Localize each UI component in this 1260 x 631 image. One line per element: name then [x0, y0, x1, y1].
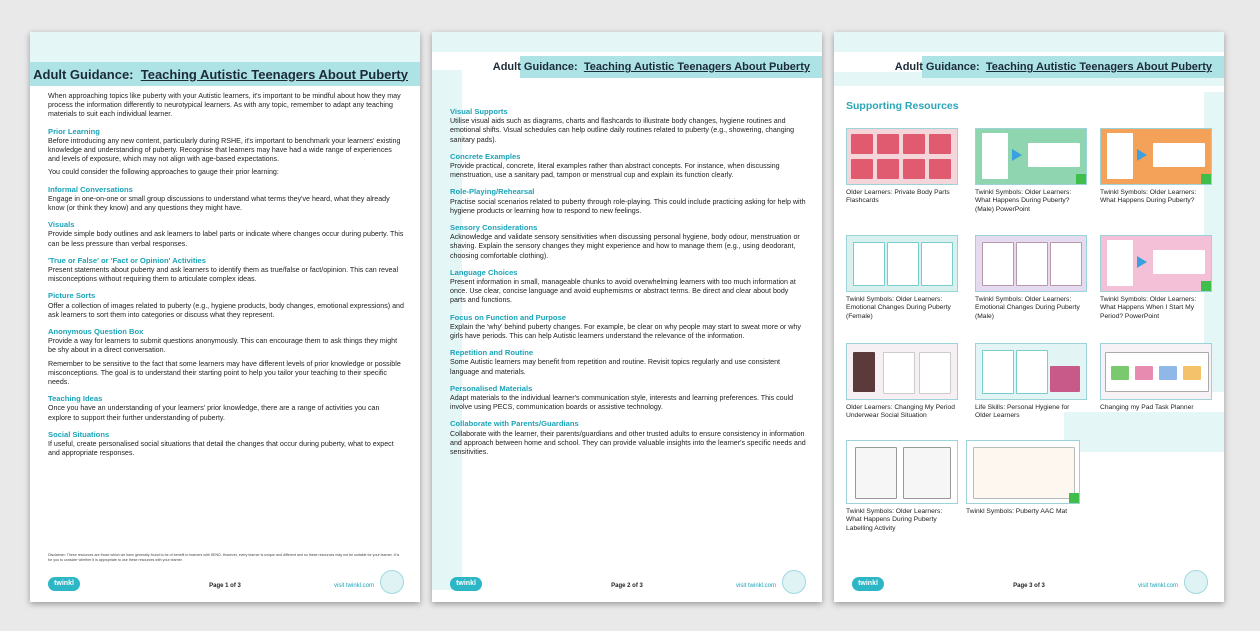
page-footer: [446, 570, 808, 594]
section-text: Remember to be sensitive to the fact that some learners may have different levels of prior knowledge or possible misconceptions. The goal is to understand their starting point to help you tailor your teaching to their specific needs.: [48, 359, 401, 387]
worksheet-thumb: [982, 242, 1014, 286]
supporting-resources-title: Supporting Resources: [846, 100, 959, 112]
worksheet-thumb: [883, 352, 915, 394]
task-step-thumb: [1111, 366, 1129, 380]
page-number: Page 3 of 3: [1013, 583, 1045, 589]
twinkl-logo: twinkl: [48, 577, 80, 591]
page-1: [30, 32, 420, 602]
section-heading: Language Choices: [450, 267, 518, 277]
worksheet-thumb: [853, 242, 885, 286]
worksheet-thumb: [855, 447, 897, 499]
section: [48, 291, 404, 320]
resource-card[interactable]: [975, 128, 1087, 214]
twinkl-logo: twinkl: [450, 577, 482, 591]
section-heading: Teaching Ideas: [48, 394, 103, 404]
play-icon: [1137, 149, 1147, 161]
corner-tick-icon: [1201, 281, 1211, 291]
play-icon: [1012, 149, 1022, 161]
section: [48, 127, 404, 165]
section: [48, 430, 404, 459]
resource-label[interactable]: Older Learners: Private Body Parts Flashcards: [846, 189, 950, 205]
slide-thumb: [1107, 240, 1133, 286]
section-text: Present statements about puberty and ask learners to identify them as true/false or fact/opinion. This can reveal misconceptions without requiring them to articulate complex ideas.: [48, 266, 399, 284]
page-header-title: Adult Guidance: Teaching Autistic Teenagers About Puberty: [894, 61, 1212, 73]
flashcard-thumb: [903, 159, 925, 179]
section-heading: Social Situations: [48, 429, 110, 439]
resource-label[interactable]: Twinkl Symbols: Older Learners: Emotional Changes During Puberty (Female): [846, 296, 951, 320]
slide-thumb: [1107, 133, 1133, 179]
page-footer: [848, 570, 1210, 594]
resource-thumbnail[interactable]: [975, 128, 1087, 185]
resource-thumbnail[interactable]: [846, 343, 958, 400]
section-heading: Visual Supports: [450, 107, 508, 116]
page-header: [492, 56, 822, 78]
page-footer: [44, 570, 406, 594]
resource-thumbnail[interactable]: [846, 235, 958, 292]
worksheet-thumb: [903, 447, 951, 499]
section-heading: Role-Playing/Rehearsal: [450, 187, 535, 197]
resource-thumbnail[interactable]: [846, 128, 958, 185]
worksheet-thumb: [1016, 242, 1048, 286]
resource-card[interactable]: [846, 343, 958, 421]
section-heading: Visuals: [48, 220, 75, 230]
slide-thumb: [1153, 143, 1205, 167]
resource-card[interactable]: [846, 235, 958, 321]
flashcard-thumb: [877, 159, 899, 179]
watermark-band: [834, 32, 1224, 52]
site-link[interactable]: visit twinkl.com: [333, 583, 374, 589]
section: [48, 327, 404, 356]
page-1-body: [48, 92, 404, 463]
resource-card[interactable]: [1100, 343, 1212, 412]
site-link[interactable]: visit twinkl.com: [735, 583, 776, 589]
resource-card[interactable]: [1100, 128, 1212, 206]
site-link[interactable]: visit twinkl.com: [1137, 583, 1178, 589]
section-text: Acknowledge and validate sensory sensitivities when discussing personal hygiene, body odour, menstruation or shaving. Explain the sensory changes they might experience and how to manage them (e.g., using deodorant, choosing comfortable clothing).: [450, 233, 800, 260]
worksheet-thumb: [887, 242, 919, 286]
resource-card[interactable]: [975, 343, 1087, 421]
section-heading: Repetition and Routine: [450, 348, 534, 358]
page-2: [432, 32, 822, 602]
corner-tick-icon: [1076, 174, 1086, 184]
section-heading: 'True or False' or 'Fact or Opinion' Activities: [48, 255, 207, 265]
section-text: Explain the 'why' behind puberty changes. For example, be clear on why people may start to sweat more or why girls have periods. This can help Autistic learners understand the relevance of the information.: [450, 322, 801, 341]
section: [48, 360, 404, 388]
section: [450, 384, 806, 413]
resource-label[interactable]: Older Learners: Changing My Period Underwear Social Situation: [846, 404, 955, 420]
worksheet-thumb: [1050, 242, 1082, 286]
page-header-title: Adult Guidance: Teaching Autistic Teenagers About Puberty: [33, 66, 408, 82]
page-header-title: Adult Guidance: Teaching Autistic Teenagers About Puberty: [492, 61, 810, 73]
page-number: Page 2 of 3: [611, 583, 643, 589]
section-text: Adapt materials to the individual learner's communication style, interests and learning preferences. This could involve using PECS, communication boards or assistive technology.: [450, 394, 794, 412]
section: [450, 107, 806, 145]
section-text: Present information in small, manageable chunks to avoid overwhelming learners with too much information at once. Use clear, concise language and avoid euphemisms or abstract terms. Be direct and clear about body parts and functions.: [450, 278, 796, 305]
flashcard-thumb: [903, 134, 925, 154]
corner-tick-icon: [1069, 493, 1079, 503]
worksheet-thumb: [1016, 350, 1048, 394]
play-icon: [1137, 256, 1147, 268]
resource-card[interactable]: [975, 235, 1087, 321]
page-header: [30, 62, 420, 86]
twinkl-logo: twinkl: [852, 577, 884, 591]
worksheet-thumb: [919, 352, 951, 394]
quality-badge-icon: [782, 570, 806, 594]
watermark-band: [1064, 412, 1224, 452]
person-illustration: [853, 352, 875, 392]
flashcard-thumb: [851, 134, 873, 154]
section-heading: Personalised Materials: [450, 383, 533, 393]
section-text: Provide simple body outlines and ask learners to label parts or indicate where changes occur during puberty. This can be less pressure than verbal responses.: [48, 230, 404, 248]
resource-thumbnail[interactable]: [846, 440, 958, 504]
resource-thumbnail[interactable]: [1100, 343, 1212, 400]
section-text: Practise social scenarios related to puberty through role-playing. This could include practicing asking for help with hygiene products or learning how to respond to new feelings.: [450, 197, 806, 215]
resource-thumbnail[interactable]: [966, 440, 1080, 504]
section-text: Some Autistic learners may benefit from repetition and routine. Revisit topics regularly and use consistent language and materials.: [450, 358, 781, 376]
watermark-band: [432, 32, 822, 52]
corner-tick-icon: [1201, 174, 1211, 184]
page-number: Page 1 of 3: [209, 583, 241, 589]
section: [450, 268, 806, 306]
section-heading: Concrete Examples: [450, 151, 521, 161]
section-heading: Informal Conversations: [48, 184, 133, 194]
resource-thumbnail[interactable]: [1100, 235, 1212, 292]
section-text: Offer a collection of images related to puberty (e.g., hygiene products, body changes, emotional expressions) and ask learners to sort them into categories or discuss what they represent.: [48, 301, 404, 319]
section-text: Collaborate with the learner, their parents/guardians and other trusted adults to ensure consistency in information and approach between home and school. They can provide valuable insights into the learner's specific needs and sensitivities.: [450, 429, 806, 457]
resource-label[interactable]: Twinkl Symbols: Older Learners: What Happens During Puberty Labelling Activity: [846, 508, 943, 532]
section-heading: Anonymous Question Box: [48, 327, 144, 337]
worksheet-thumb: [921, 242, 953, 286]
task-step-thumb: [1159, 366, 1177, 380]
section-text: Provide practical, concrete, literal examples rather than abstract concepts. For instance, when discussing menstruation, use a sanitary pad, tampon or menstrual cup and explain its function clearly.: [450, 162, 780, 180]
resource-card[interactable]: [846, 128, 958, 206]
resource-thumbnail[interactable]: [975, 235, 1087, 292]
page-header: [894, 56, 1224, 78]
section: [48, 168, 404, 177]
section-heading: Sensory Considerations: [450, 223, 538, 233]
section-text: Provide a way for learners to submit questions anonymously. This can encourage them to ask things they might be shy about in a direct conversation.: [48, 337, 398, 355]
intro-paragraph: When approaching topics like puberty with your Autistic learners, it's important to be mindful about how they may process the information differently to neurotypical learners. As with any topic, remember to adapt any teaching materials to suit each individual learner.: [48, 92, 401, 119]
flashcard-thumb: [851, 159, 873, 179]
flashcard-thumb: [929, 134, 951, 154]
section: [48, 220, 404, 249]
towel-illustration: [1050, 366, 1080, 392]
resource-card[interactable]: [1100, 235, 1212, 321]
section: [450, 313, 806, 342]
resource-thumbnail[interactable]: [1100, 128, 1212, 185]
worksheet-thumb: [982, 350, 1014, 394]
resource-label[interactable]: Twinkl Symbols: Older Learners: Emotional Changes During Puberty (Male): [975, 296, 1080, 320]
disclaimer: Disclaimer: These resources are those which we have generally found to be of benefit to learners with SEND. However, every learner is unique and different and so these resources may not be suitable for your learner. It is for you to consider whether it is appropriate to use these resources with your learner.: [48, 553, 400, 562]
flashcard-thumb: [877, 134, 899, 154]
section: [450, 419, 806, 457]
task-step-thumb: [1135, 366, 1153, 380]
section-text: If useful, create personalised social situations that detail the changes that occur during puberty, what to expect and appropriate responses.: [48, 440, 394, 458]
resource-card[interactable]: [966, 440, 1080, 516]
page-3: [834, 32, 1224, 602]
section: [48, 394, 404, 423]
section: [450, 152, 806, 181]
section-text: You could consider the following approaches to gauge their prior learning:: [48, 168, 279, 177]
section-heading: Prior Learning: [48, 126, 100, 136]
section-text: Once you have an understanding of your learners' prior knowledge, there are a range of activities you can explore to support their further understanding of puberty.: [48, 404, 380, 422]
quality-badge-icon: [1184, 570, 1208, 594]
quality-badge-icon: [380, 570, 404, 594]
section: [450, 187, 806, 216]
section-heading: Picture Sorts: [48, 291, 96, 301]
section-text: Utilise visual aids such as diagrams, charts and flashcards to illustrate body changes, hygiene routines and emotional shifts. Visual schedules can help outline daily routines related to puberty (e.g., showering, changing sanitary pads).: [450, 117, 795, 144]
section-heading: Focus on Function and Purpose: [450, 312, 567, 322]
resource-label[interactable]: Twinkl Symbols: Older Learners: What Happens During Puberty? (Male) PowerPoint: [975, 189, 1072, 213]
section: [450, 223, 806, 261]
section: [48, 256, 404, 285]
flashcard-thumb: [929, 159, 951, 179]
slide-thumb: [1028, 143, 1080, 167]
section: [48, 185, 404, 214]
task-step-thumb: [1183, 366, 1201, 380]
resource-thumbnail[interactable]: [975, 343, 1087, 400]
slide-thumb: [982, 133, 1008, 179]
resource-label[interactable]: Twinkl Symbols: Puberty AAC Mat: [966, 508, 1068, 515]
section-text: Before introducing any new content, particularly during RSHE, it's important to benchmark your learners' existing knowledge and understanding of puberty. Recognise that learners may have had a wide range of experiences and levels of exposure, which may not align with age-based expectations.: [48, 136, 401, 164]
resource-label[interactable]: Twinkl Symbols: Older Learners: What Happens When I Start My Period? PowerPoint: [1100, 296, 1197, 320]
resource-card[interactable]: [846, 440, 958, 533]
slide-thumb: [1153, 250, 1205, 274]
resource-label[interactable]: Twinkl Symbols: Older Learners: What Happens During Puberty?: [1100, 189, 1197, 205]
section: [450, 348, 806, 377]
resource-label[interactable]: Life Skills: Personal Hygiene for Older Learners: [975, 404, 1070, 420]
resource-label[interactable]: Changing my Pad Task Planner: [1100, 404, 1194, 411]
section-text: Engage in one-on-one or small group discussions to understand what terms they've heard, what they already know (or think they know) and any questions they might have.: [48, 194, 390, 213]
aac-mat-thumb: [973, 447, 1075, 499]
section-heading: Collaborate with Parents/Guardians: [450, 419, 579, 429]
page-2-body: [450, 100, 806, 461]
